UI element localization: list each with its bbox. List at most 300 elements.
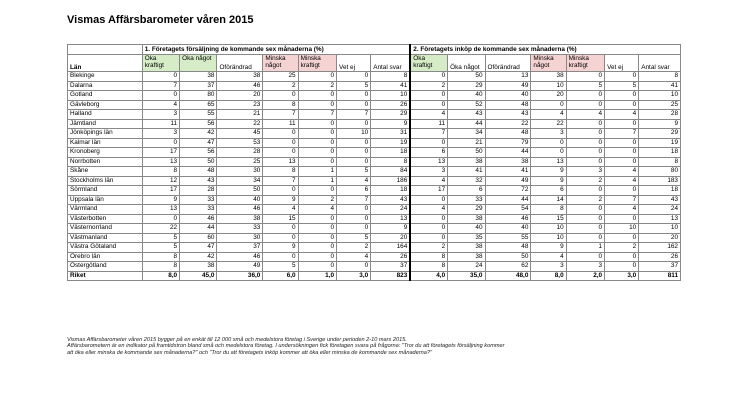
purchases-value-cell: 40 — [485, 91, 531, 101]
purchases-value-cell: 3 — [531, 129, 566, 139]
sales-value-cell: 10 — [371, 91, 411, 101]
purchases-value-cell: 4 — [566, 110, 604, 120]
col-header-purchases-oka-kraftigt: Öka kraftigt — [410, 55, 447, 72]
purchases-value-cell: 29 — [448, 205, 485, 215]
col-header-sales-minska-nagot: Minska något — [263, 55, 298, 72]
sales-value-cell: 56 — [180, 119, 217, 129]
purchases-value-cell: 0 — [410, 233, 447, 243]
purchases-value-cell: 40 — [448, 91, 485, 101]
purchases-value-cell: 0 — [531, 138, 566, 148]
purchases-value-cell: 0 — [566, 138, 604, 148]
purchases-value-cell: 48 — [485, 100, 531, 110]
sales-value-cell: 10 — [337, 129, 371, 139]
purchases-value-cell: 0 — [566, 252, 604, 262]
purchases-value-cell: 4 — [410, 205, 447, 215]
purchases-value-cell: 20 — [639, 233, 681, 243]
sales-value-cell: 1,0 — [298, 271, 336, 281]
sales-value-cell: 25 — [217, 157, 263, 167]
sales-value-cell: 23 — [217, 100, 263, 110]
sales-value-cell: 8 — [263, 100, 298, 110]
sales-value-cell: 7 — [142, 81, 179, 91]
sales-value-cell: 7 — [337, 110, 371, 120]
sales-value-cell: 26 — [371, 252, 411, 262]
purchases-value-cell: 8 — [639, 72, 681, 82]
purchases-value-cell: 3 — [566, 262, 604, 272]
sales-value-cell: 0 — [298, 224, 336, 234]
purchases-value-cell: 29 — [639, 129, 681, 139]
lan-cell: Blekinge — [68, 72, 143, 82]
table-row — [68, 243, 681, 253]
purchases-value-cell: 0 — [566, 119, 604, 129]
sales-value-cell: 4 — [142, 100, 179, 110]
purchases-value-cell: 2 — [566, 195, 604, 205]
purchases-value-cell: 4 — [605, 176, 639, 186]
sales-value-cell: 17 — [142, 186, 179, 196]
purchases-value-cell: 9 — [531, 176, 566, 186]
sales-value-cell: 33 — [217, 224, 263, 234]
sales-value-cell: 7 — [298, 110, 336, 120]
purchases-value-cell: 0 — [566, 233, 604, 243]
purchases-value-cell: 24 — [639, 205, 681, 215]
purchases-value-cell: 4 — [605, 110, 639, 120]
purchases-value-cell: 811 — [639, 271, 681, 281]
sales-value-cell: 0 — [298, 262, 336, 272]
purchases-value-cell: 10 — [639, 91, 681, 101]
purchases-value-cell: 72 — [485, 186, 531, 196]
footnote-line: Affärsbarometern är en indikator på framtidstron bland små och medelstora företag. I undersökningen fick företagen svara på frågorna: "Tror du att företagets försäljning kommer — [67, 343, 505, 350]
group-sales-header: 1. Företagets försäljning de kommande sex månaderna (%) — [142, 45, 410, 55]
sales-value-cell: 8 — [142, 262, 179, 272]
sales-value-cell: 0 — [298, 72, 336, 82]
purchases-value-cell: 32 — [448, 176, 485, 186]
sales-value-cell: 6 — [337, 186, 371, 196]
purchases-value-cell: 13 — [639, 214, 681, 224]
purchases-value-cell: 40 — [485, 224, 531, 234]
sales-value-cell: 3 — [142, 110, 179, 120]
sales-value-cell: 22 — [217, 119, 263, 129]
purchases-value-cell: 0 — [410, 138, 447, 148]
purchases-value-cell: 6 — [448, 186, 485, 196]
sales-value-cell: 21 — [217, 110, 263, 120]
purchases-value-cell: 0 — [566, 224, 604, 234]
lan-cell: Jämtland — [68, 119, 143, 129]
purchases-value-cell: 29 — [448, 81, 485, 91]
sales-value-cell: 0 — [298, 186, 336, 196]
sales-value-cell: 5 — [337, 81, 371, 91]
sales-value-cell: 0 — [263, 91, 298, 101]
sales-value-cell: 53 — [217, 138, 263, 148]
sales-value-cell: 47 — [180, 138, 217, 148]
purchases-value-cell: 162 — [639, 243, 681, 253]
purchases-value-cell: 6 — [410, 148, 447, 158]
sales-value-cell: 30 — [217, 167, 263, 177]
sales-value-cell: 48 — [180, 167, 217, 177]
sales-value-cell: 9 — [371, 119, 411, 129]
purchases-value-cell: 35 — [448, 233, 485, 243]
purchases-value-cell: 0 — [605, 262, 639, 272]
sales-value-cell: 0 — [298, 243, 336, 253]
sales-value-cell: 65 — [180, 100, 217, 110]
sales-value-cell: 8,0 — [142, 271, 179, 281]
sales-value-cell: 5 — [142, 233, 179, 243]
sales-value-cell: 5 — [142, 243, 179, 253]
table-row — [68, 262, 681, 272]
sales-value-cell: 8 — [142, 252, 179, 262]
purchases-value-cell: 9 — [531, 243, 566, 253]
sales-value-cell: 13 — [371, 214, 411, 224]
table-row — [68, 110, 681, 120]
sales-value-cell: 5 — [263, 262, 298, 272]
purchases-value-cell: 25 — [639, 100, 681, 110]
sales-value-cell: 18 — [371, 148, 411, 158]
purchases-value-cell: 8,0 — [531, 271, 566, 281]
sales-value-cell: 13 — [142, 157, 179, 167]
table-row — [68, 205, 681, 215]
purchases-value-cell: 28 — [639, 110, 681, 120]
sales-value-cell: 0 — [298, 157, 336, 167]
sales-value-cell: 4 — [298, 205, 336, 215]
purchases-value-cell: 19 — [639, 138, 681, 148]
purchases-value-cell: 43 — [485, 110, 531, 120]
purchases-value-cell: 8 — [639, 157, 681, 167]
purchases-value-cell: 7 — [605, 129, 639, 139]
sales-value-cell: 0 — [263, 148, 298, 158]
purchases-value-cell: 183 — [639, 176, 681, 186]
column-header-row — [68, 55, 681, 72]
col-header-sales-oforandrad: Oförändrad — [217, 55, 263, 72]
sales-value-cell: 0 — [263, 186, 298, 196]
purchases-value-cell: 10 — [531, 233, 566, 243]
purchases-value-cell: 4 — [410, 110, 447, 120]
purchases-value-cell: 0 — [605, 148, 639, 158]
sales-value-cell: 24 — [371, 205, 411, 215]
purchases-value-cell: 0 — [410, 72, 447, 82]
sales-value-cell: 5 — [337, 167, 371, 177]
sales-value-cell: 18 — [371, 186, 411, 196]
sales-value-cell: 0 — [263, 224, 298, 234]
purchases-value-cell: 22 — [531, 119, 566, 129]
sales-value-cell: 8 — [142, 167, 179, 177]
sales-value-cell: 0 — [337, 138, 371, 148]
purchases-value-cell: 9 — [639, 119, 681, 129]
sales-value-cell: 17 — [142, 148, 179, 158]
sales-value-cell: 4 — [337, 252, 371, 262]
sales-value-cell: 0 — [142, 91, 179, 101]
sales-value-cell: 36,0 — [217, 271, 263, 281]
purchases-value-cell: 52 — [448, 100, 485, 110]
sales-value-cell: 46 — [180, 214, 217, 224]
sales-value-cell: 5 — [337, 233, 371, 243]
col-header-sales-oka-kraftigt: Öka kraftigt — [142, 55, 179, 72]
sales-value-cell: 8 — [371, 157, 411, 167]
sales-value-cell: 22 — [142, 224, 179, 234]
sales-value-cell: 1 — [298, 167, 336, 177]
sales-value-cell: 823 — [371, 271, 411, 281]
column-header-lan: Län — [68, 55, 143, 72]
sales-value-cell: 0 — [142, 72, 179, 82]
lan-cell: Västernorrland — [68, 224, 143, 234]
purchases-value-cell: 33 — [448, 195, 485, 205]
purchases-value-cell: 41 — [448, 167, 485, 177]
sales-value-cell: 84 — [371, 167, 411, 177]
purchases-value-cell: 22 — [485, 119, 531, 129]
sales-value-cell: 31 — [371, 129, 411, 139]
lan-cell: Kalmar län — [68, 138, 143, 148]
purchases-value-cell: 10 — [639, 224, 681, 234]
sales-value-cell: 13 — [142, 205, 179, 215]
lan-cell: Sörmland — [68, 186, 143, 196]
blank-cell — [68, 45, 143, 55]
purchases-value-cell: 0 — [531, 100, 566, 110]
sales-value-cell: 0 — [337, 214, 371, 224]
sales-value-cell: 26 — [371, 100, 411, 110]
purchases-value-cell: 0 — [566, 91, 604, 101]
purchases-value-cell: 38 — [448, 243, 485, 253]
purchases-value-cell: 0 — [566, 205, 604, 215]
purchases-value-cell: 0 — [566, 72, 604, 82]
sales-value-cell: 0 — [298, 91, 336, 101]
purchases-value-cell: 40 — [448, 224, 485, 234]
purchases-value-cell: 41 — [485, 167, 531, 177]
purchases-value-cell: 44 — [485, 195, 531, 205]
sales-value-cell: 0 — [298, 100, 336, 110]
sales-value-cell: 29 — [371, 110, 411, 120]
table-row — [68, 148, 681, 158]
purchases-value-cell: 10 — [605, 224, 639, 234]
col-header-purchases-minska-nagot: Minska något — [531, 55, 566, 72]
sales-value-cell: 56 — [180, 148, 217, 158]
purchases-value-cell: 8 — [531, 205, 566, 215]
sales-value-cell: 11 — [142, 119, 179, 129]
lan-cell: Västerbotten — [68, 214, 143, 224]
purchases-value-cell: 0 — [410, 224, 447, 234]
lan-cell: Dalarna — [68, 81, 143, 91]
lan-cell: Jönköpings län — [68, 129, 143, 139]
sales-value-cell: 11 — [263, 119, 298, 129]
sales-value-cell: 2 — [337, 243, 371, 253]
sales-value-cell: 38 — [180, 262, 217, 272]
purchases-value-cell: 6 — [531, 186, 566, 196]
purchases-value-cell: 4 — [531, 110, 566, 120]
sales-value-cell: 0 — [337, 205, 371, 215]
table-row — [68, 72, 681, 82]
lan-cell: Norrbotten — [68, 157, 143, 167]
sales-value-cell: 9 — [142, 195, 179, 205]
sales-value-cell: 44 — [180, 224, 217, 234]
group-header-row — [68, 45, 681, 55]
sales-value-cell: 9 — [263, 195, 298, 205]
sales-value-cell: 45,0 — [180, 271, 217, 281]
col-header-sales-antal-svar: Antal svar — [371, 55, 411, 72]
purchases-value-cell: 8 — [410, 262, 447, 272]
sales-value-cell: 33 — [180, 205, 217, 215]
purchases-value-cell: 4 — [531, 252, 566, 262]
purchases-value-cell: 0 — [566, 129, 604, 139]
sales-value-cell: 19 — [371, 138, 411, 148]
sales-value-cell: 0 — [263, 233, 298, 243]
sales-value-cell: 37 — [371, 262, 411, 272]
sales-value-cell: 40 — [217, 195, 263, 205]
sales-value-cell: 0 — [298, 138, 336, 148]
lan-cell: Värmland — [68, 205, 143, 215]
table-row — [68, 138, 681, 148]
purchases-value-cell: 44 — [485, 148, 531, 158]
sales-value-cell: 0 — [298, 252, 336, 262]
purchases-value-cell: 0 — [605, 186, 639, 196]
sales-value-cell: 7 — [337, 195, 371, 205]
purchases-value-cell: 2 — [410, 243, 447, 253]
purchases-value-cell: 0 — [566, 100, 604, 110]
sales-value-cell: 28 — [217, 148, 263, 158]
footnote-line: Vismas Affärsbarometer våren 2015 bygger på en enkät till 12 000 små och medelstora företag i Sverige under perioden 2-10 mars 2015. — [67, 337, 407, 343]
purchases-value-cell: 7 — [410, 129, 447, 139]
table-row — [68, 100, 681, 110]
purchases-value-cell: 3 — [566, 167, 604, 177]
purchases-value-cell: 0 — [605, 119, 639, 129]
sales-value-cell: 2 — [298, 195, 336, 205]
sales-value-cell: 34 — [217, 176, 263, 186]
total-row — [68, 271, 681, 281]
purchases-value-cell: 50 — [485, 252, 531, 262]
purchases-value-cell: 3 — [410, 167, 447, 177]
sales-value-cell: 13 — [263, 157, 298, 167]
col-header-sales-vet-ej: Vet ej — [337, 55, 371, 72]
purchases-value-cell: 62 — [485, 262, 531, 272]
purchases-value-cell: 0 — [410, 91, 447, 101]
sales-value-cell: 46 — [217, 252, 263, 262]
group-purchases-header: 2. Företagets inköp de kommande sex månaderna (%) — [410, 45, 680, 55]
sales-value-cell: 50 — [180, 157, 217, 167]
purchases-value-cell: 0 — [566, 214, 604, 224]
sales-value-cell: 9 — [371, 224, 411, 234]
purchases-value-cell: 54 — [485, 205, 531, 215]
sales-value-cell: 49 — [217, 262, 263, 272]
sales-value-cell: 0 — [298, 148, 336, 158]
purchases-value-cell: 26 — [639, 252, 681, 262]
table-row — [68, 81, 681, 91]
sales-value-cell: 25 — [263, 72, 298, 82]
purchases-value-cell: 9 — [531, 167, 566, 177]
purchases-value-cell: 38 — [448, 214, 485, 224]
purchases-value-cell: 5 — [566, 81, 604, 91]
purchases-value-cell: 49 — [485, 81, 531, 91]
purchases-value-cell: 2 — [566, 176, 604, 186]
sales-value-cell: 0 — [337, 100, 371, 110]
col-header-purchases-minska-kraftigt: Minska kraftigt — [566, 55, 604, 72]
purchases-value-cell: 13 — [485, 72, 531, 82]
lan-cell: Stockholms län — [68, 176, 143, 186]
purchases-value-cell: 0 — [605, 233, 639, 243]
sales-value-cell: 7 — [263, 176, 298, 186]
sales-value-cell: 46 — [217, 81, 263, 91]
sales-value-cell: 38 — [217, 72, 263, 82]
sales-value-cell: 12 — [142, 176, 179, 186]
purchases-value-cell: 7 — [605, 195, 639, 205]
lan-cell: Gotland — [68, 91, 143, 101]
sales-value-cell: 1 — [298, 176, 336, 186]
purchases-value-cell: 11 — [410, 119, 447, 129]
sales-value-cell: 3,0 — [337, 271, 371, 281]
table-row — [68, 167, 681, 177]
sales-value-cell: 9 — [263, 243, 298, 253]
sales-value-cell: 38 — [180, 72, 217, 82]
purchases-value-cell: 50 — [448, 148, 485, 158]
sales-value-cell: 0 — [337, 262, 371, 272]
purchases-value-cell: 4,0 — [410, 271, 447, 281]
purchases-value-cell: 44 — [448, 119, 485, 129]
table-row — [68, 252, 681, 262]
purchases-value-cell: 38 — [448, 252, 485, 262]
purchases-value-cell: 21 — [448, 138, 485, 148]
sales-value-cell: 42 — [180, 252, 217, 262]
sales-value-cell: 33 — [180, 195, 217, 205]
sales-value-cell: 37 — [180, 81, 217, 91]
purchases-value-cell: 0 — [605, 100, 639, 110]
sales-value-cell: 42 — [180, 129, 217, 139]
purchases-value-cell: 0 — [531, 148, 566, 158]
sales-value-cell: 37 — [217, 243, 263, 253]
sales-value-cell: 28 — [180, 186, 217, 196]
lan-cell: Östergötland — [68, 262, 143, 272]
footnotes — [67, 337, 707, 356]
sales-value-cell: 6,0 — [263, 271, 298, 281]
col-header-purchases-oka-nagot: Öka något — [448, 55, 485, 72]
purchases-value-cell: 0 — [410, 214, 447, 224]
sales-value-cell: 41 — [371, 81, 411, 91]
sales-value-cell: 0 — [142, 214, 179, 224]
sales-value-cell: 46 — [217, 205, 263, 215]
purchases-value-cell: 0 — [566, 157, 604, 167]
sales-value-cell: 20 — [371, 233, 411, 243]
table-row — [68, 224, 681, 234]
purchases-value-cell: 5 — [605, 81, 639, 91]
col-header-purchases-antal-svar: Antal svar — [639, 55, 681, 72]
sales-value-cell: 0 — [263, 138, 298, 148]
footnote-line: att öka eller minska de kommande sex månaderna?" och "Tror du att företagets inköp kommer att öka eller minska de kommande sex månaderna?" — [67, 349, 432, 356]
purchases-value-cell: 8 — [410, 252, 447, 262]
sales-value-cell: 0 — [337, 224, 371, 234]
sales-value-cell: 0 — [142, 138, 179, 148]
table-row — [68, 119, 681, 129]
purchases-value-cell: 18 — [639, 148, 681, 158]
lan-cell: Uppsala län — [68, 195, 143, 205]
sales-value-cell: 20 — [217, 91, 263, 101]
purchases-value-cell: 55 — [485, 233, 531, 243]
table-row — [68, 157, 681, 167]
sales-value-cell: 7 — [263, 110, 298, 120]
sales-value-cell: 0 — [337, 157, 371, 167]
purchases-value-cell: 17 — [410, 186, 447, 196]
purchases-value-cell: 10 — [531, 224, 566, 234]
lan-cell: Skåne — [68, 167, 143, 177]
sales-value-cell: 0 — [263, 252, 298, 262]
purchases-value-cell: 34 — [448, 129, 485, 139]
sales-value-cell: 0 — [337, 119, 371, 129]
sales-value-cell: 30 — [217, 233, 263, 243]
sales-value-cell: 0 — [337, 91, 371, 101]
sales-value-cell: 38 — [217, 214, 263, 224]
lan-cell: Riket — [68, 271, 143, 281]
purchases-value-cell: 3,0 — [605, 271, 639, 281]
sales-value-cell: 8 — [263, 167, 298, 177]
purchases-value-cell: 24 — [448, 262, 485, 272]
sales-value-cell: 4 — [337, 176, 371, 186]
purchases-value-cell: 13 — [531, 157, 566, 167]
purchases-value-cell: 48,0 — [485, 271, 531, 281]
purchases-value-cell: 2 — [410, 81, 447, 91]
purchases-value-cell: 14 — [531, 195, 566, 205]
table-row — [68, 233, 681, 243]
